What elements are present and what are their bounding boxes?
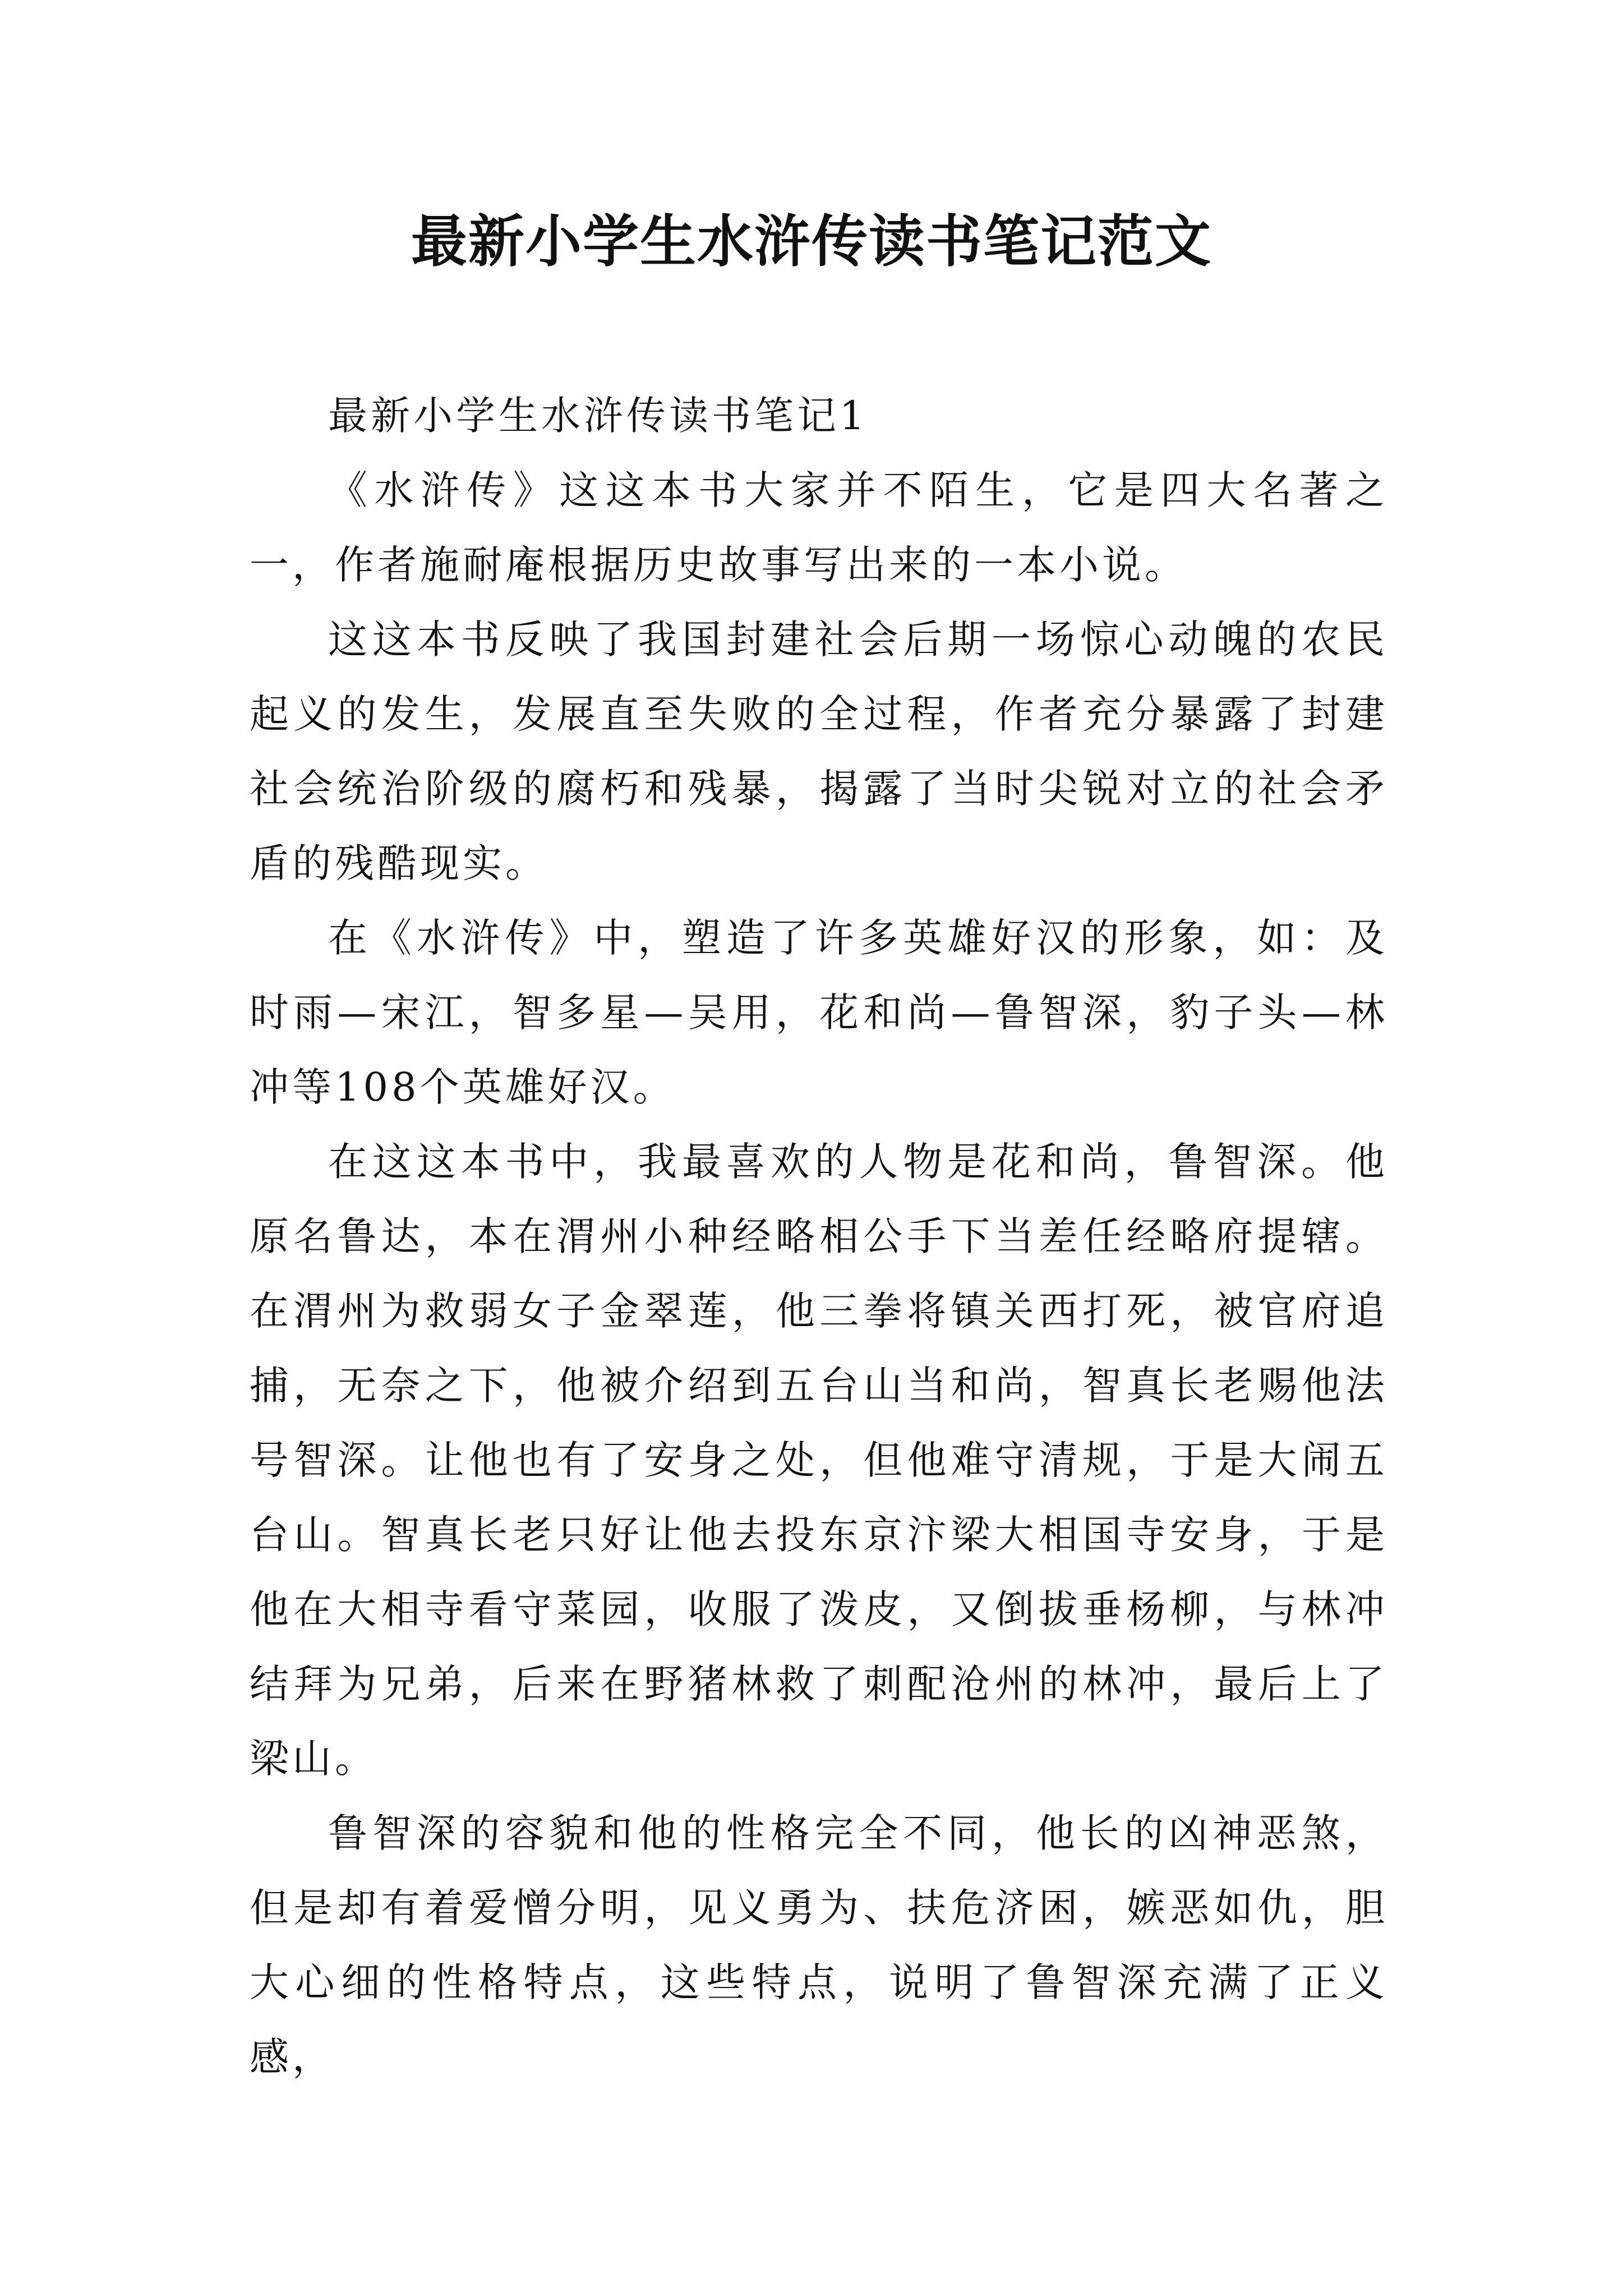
- paragraph: 《水浒传》这这本书大家并不陌生，它是四大名著之一，作者施耐庵根据历史故事写出来的一本小说。: [250, 467, 1388, 588]
- paragraph: 在《水浒传》中，塑造了许多英雄好汉的形象，如：及时雨—宋江，智多星—吴用，花和尚—鲁智深，豹子头—林冲等108个英雄好汉。: [250, 915, 1388, 1110]
- paragraph: 在这这本书中，我最喜欢的人物是花和尚，鲁智深。他原名鲁达，本在渭州小种经略相公手下当差任经略府提辖。在渭州为救弱女子金翠莲，他三拳将镇关西打死，被官府追捕，无奈之下，他被介绍到五台山当和尚，智真长老赐他法号智深。让他也有了安身之处，但他难守清规，于是大闹五台山。智真长老只好让他去投东京汴梁大相国寺安身，于是他在大相寺看守菜园，收服了泼皮，又倒拔垂杨柳，与林冲结拜为兄弟，后来在野猪林救了刺配沧州的林冲，最后上了梁山。: [250, 1139, 1388, 1782]
- paragraph: 鲁智深的容貌和他的性格完全不同，他长的凶神恶煞，但是却有着爱憎分明，见义勇为、扶危济困，嫉恶如仇，胆大心细的性格特点，这些特点，说明了鲁智深充满了正义感，: [250, 1810, 1388, 2080]
- section-heading: 最新小学生水浒传读书笔记1: [328, 393, 868, 439]
- document-body: [250, 379, 1388, 2095]
- paragraph: 这这本书反映了我国封建社会后期一场惊心动魄的农民起义的发生，发展直至失败的全过程，作者充分暴露了封建社会统治阶级的腐朽和残暴，揭露了当时尖锐对立的社会矛盾的残酷现实。: [250, 616, 1388, 886]
- document-title: 最新小学生水浒传读书笔记范文: [411, 208, 1212, 274]
